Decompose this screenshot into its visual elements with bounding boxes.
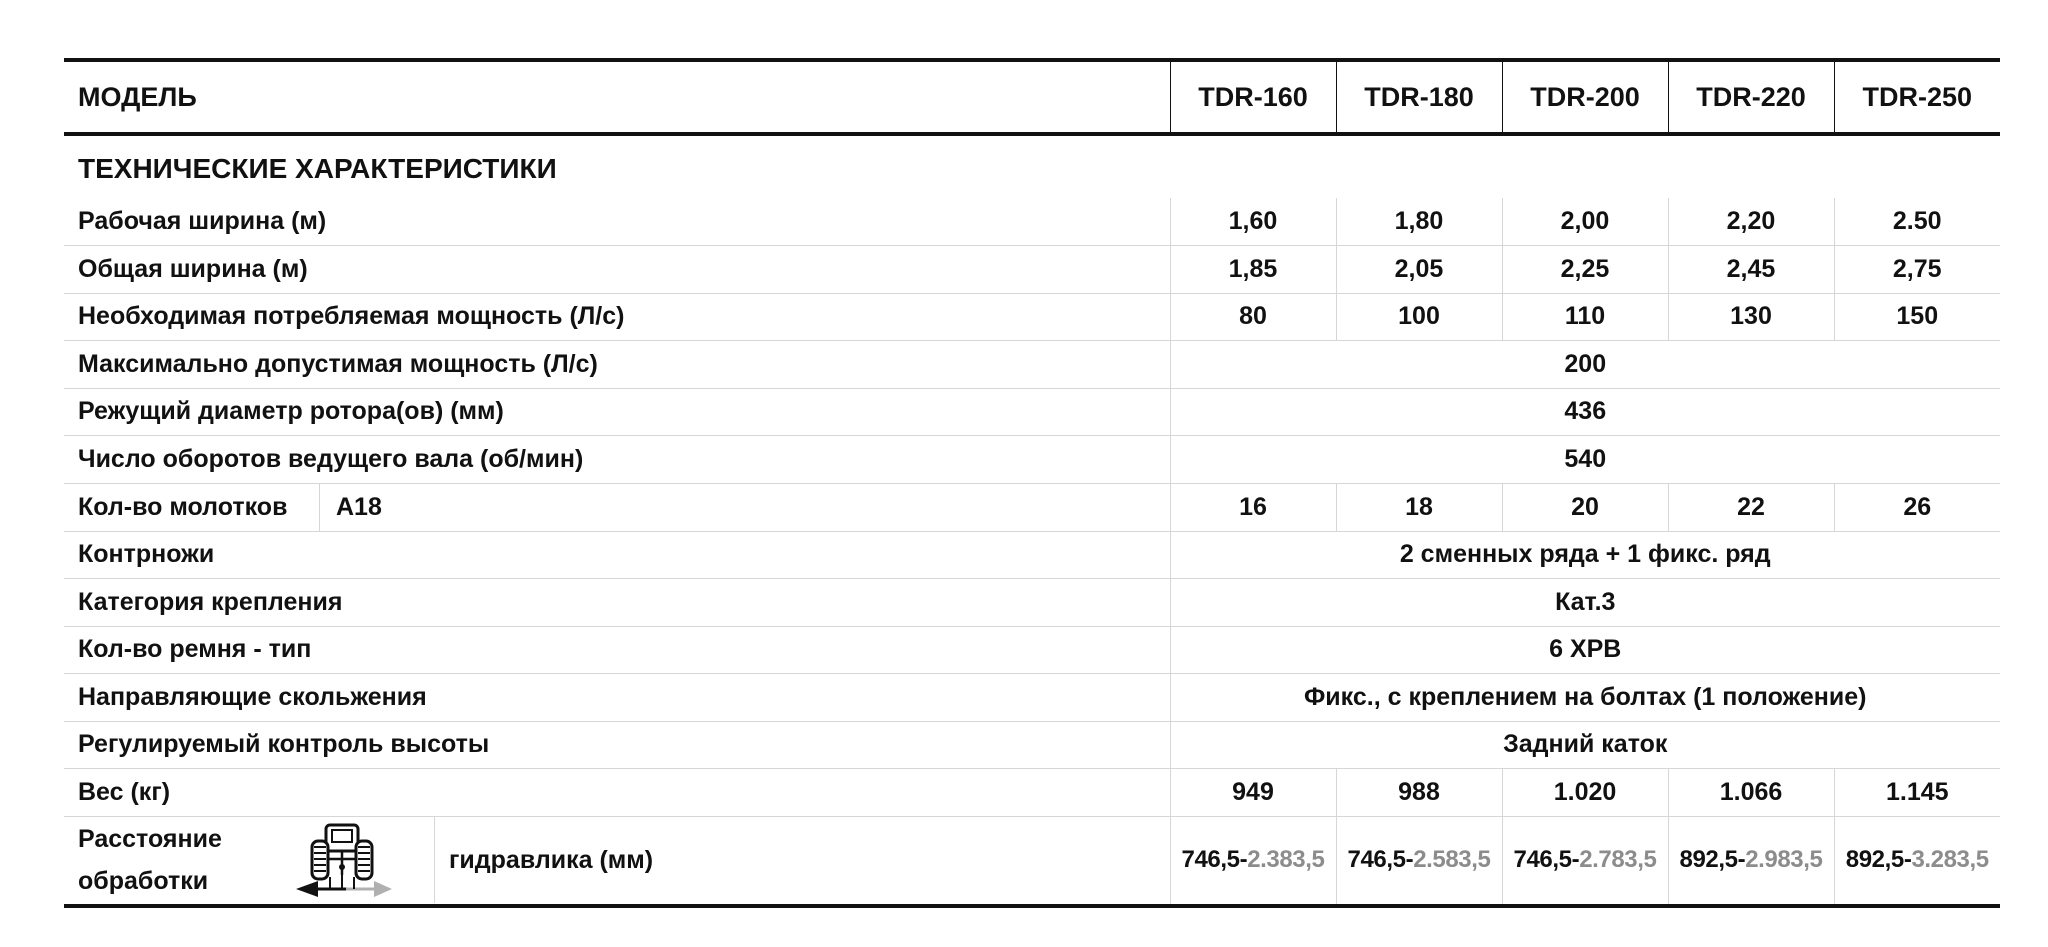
row-label: Контрножи	[64, 531, 1170, 579]
cell-value-merged: 2 сменных ряда + 1 фикс. ряд	[1170, 531, 2000, 579]
header-model-5: TDR-250	[1834, 60, 2000, 134]
cell-value: 2,25	[1502, 246, 1668, 294]
cell-value-merged: Задний каток	[1170, 721, 2000, 769]
row-sublabel: А18	[336, 492, 382, 521]
range-max: 2.783,5	[1579, 846, 1657, 874]
row-label: Общая ширина (м)	[64, 246, 1170, 294]
cell-value: 2.50	[1834, 198, 2000, 246]
row-total-width	[64, 246, 2000, 294]
row-hammers	[64, 483, 2000, 531]
header-model-2: TDR-180	[1336, 60, 1502, 134]
row-offset	[64, 816, 2000, 906]
cell-value: 100	[1336, 293, 1502, 341]
cell-value-range	[1170, 816, 1336, 906]
cell-value: 80	[1170, 293, 1336, 341]
tractor-offset-icon	[278, 817, 435, 903]
section-row	[64, 134, 2000, 198]
cell-value: 949	[1170, 769, 1336, 817]
cell-value-merged: Фикс., с креплением на болтах (1 положение)	[1170, 674, 2000, 722]
cell-value-range	[1336, 816, 1502, 906]
row-working-width	[64, 198, 2000, 246]
cell-value: 22	[1668, 483, 1834, 531]
cell-value: 1.066	[1668, 769, 1834, 817]
row-label: Кол-во ремня - тип	[64, 626, 1170, 674]
cell-value: 150	[1834, 293, 2000, 341]
range-max: 2.983,5	[1745, 846, 1823, 874]
row-label: Необходимая потребляемая мощность (Л/с)	[64, 293, 1170, 341]
range-max: 2.383,5	[1247, 846, 1325, 874]
cell-value: 110	[1502, 293, 1668, 341]
cell-value: 1,85	[1170, 246, 1336, 294]
cell-value-merged: 436	[1170, 388, 2000, 436]
spec-table	[64, 58, 2000, 908]
range-min: 746,5-	[1347, 846, 1414, 874]
cell-value: 18	[1336, 483, 1502, 531]
header-model-1: TDR-160	[1170, 60, 1336, 134]
range-max: 2.583,5	[1413, 846, 1491, 874]
row-label-block	[64, 818, 278, 902]
row-belts	[64, 626, 2000, 674]
cell-value-merged: 540	[1170, 436, 2000, 484]
header-model-3: TDR-200	[1502, 60, 1668, 134]
cell-value: 16	[1170, 483, 1336, 531]
row-label: Максимально допустимая мощность (Л/с)	[64, 341, 1170, 389]
row-label-split	[64, 816, 1170, 906]
row-required-power	[64, 293, 2000, 341]
cell-value: 2,75	[1834, 246, 2000, 294]
cell-value: 2,00	[1502, 198, 1668, 246]
range-min: 746,5-	[1181, 846, 1248, 874]
cell-value-merged: Кат.3	[1170, 579, 2000, 627]
cell-value: 1.020	[1502, 769, 1668, 817]
header-model-label: МОДЕЛЬ	[64, 60, 1170, 134]
cell-value: 2,05	[1336, 246, 1502, 294]
row-label: Категория крепления	[64, 579, 1170, 627]
row-label: Режущий диаметр ротора(ов) (мм)	[64, 388, 1170, 436]
row-label-line-2: обработки	[78, 867, 209, 896]
row-counter-knives	[64, 531, 2000, 579]
cell-value: 1,60	[1170, 198, 1336, 246]
row-rotor-diameter	[64, 388, 2000, 436]
row-sublabel: гидравлика (мм)	[449, 845, 654, 874]
cell-value: 1,80	[1336, 198, 1502, 246]
range-min: 892,5-	[1845, 846, 1912, 874]
range-min: 746,5-	[1513, 846, 1580, 874]
row-pto-speed	[64, 436, 2000, 484]
cell-value-range	[1834, 816, 2000, 906]
row-label: Регулируемый контроль высоты	[64, 721, 1170, 769]
header-row	[64, 60, 2000, 134]
cell-value-range	[1668, 816, 1834, 906]
row-label-split	[64, 483, 1170, 531]
cell-value: 20	[1502, 483, 1668, 531]
range-max: 3.283,5	[1911, 846, 1989, 874]
cell-value: 130	[1668, 293, 1834, 341]
row-label: Направляющие скольжения	[64, 674, 1170, 722]
section-title: ТЕХНИЧЕСКИЕ ХАРАКТЕРИСТИКИ	[78, 153, 557, 184]
header-model-4: TDR-220	[1668, 60, 1834, 134]
row-label-line-1: Расстояние	[78, 825, 222, 854]
cell-value: 1.145	[1834, 769, 2000, 817]
cell-value-range	[1502, 816, 1668, 906]
row-max-power	[64, 341, 2000, 389]
cell-value-merged: 6 XPB	[1170, 626, 2000, 674]
row-weight	[64, 769, 2000, 817]
cell-value: 2,20	[1668, 198, 1834, 246]
range-min: 892,5-	[1679, 846, 1746, 874]
row-label: Рабочая ширина (м)	[64, 198, 1170, 246]
row-height-control	[64, 721, 2000, 769]
cell-value: 26	[1834, 483, 2000, 531]
row-hitch-category	[64, 579, 2000, 627]
row-label: Число оборотов ведущего вала (об/мин)	[64, 436, 1170, 484]
cell-value: 988	[1336, 769, 1502, 817]
row-label: Вес (кг)	[64, 769, 1170, 817]
row-skids	[64, 674, 2000, 722]
row-label: Кол-во молотков	[64, 484, 320, 531]
cell-value-merged: 200	[1170, 341, 2000, 389]
cell-value: 2,45	[1668, 246, 1834, 294]
spec-table-container	[64, 58, 2000, 908]
